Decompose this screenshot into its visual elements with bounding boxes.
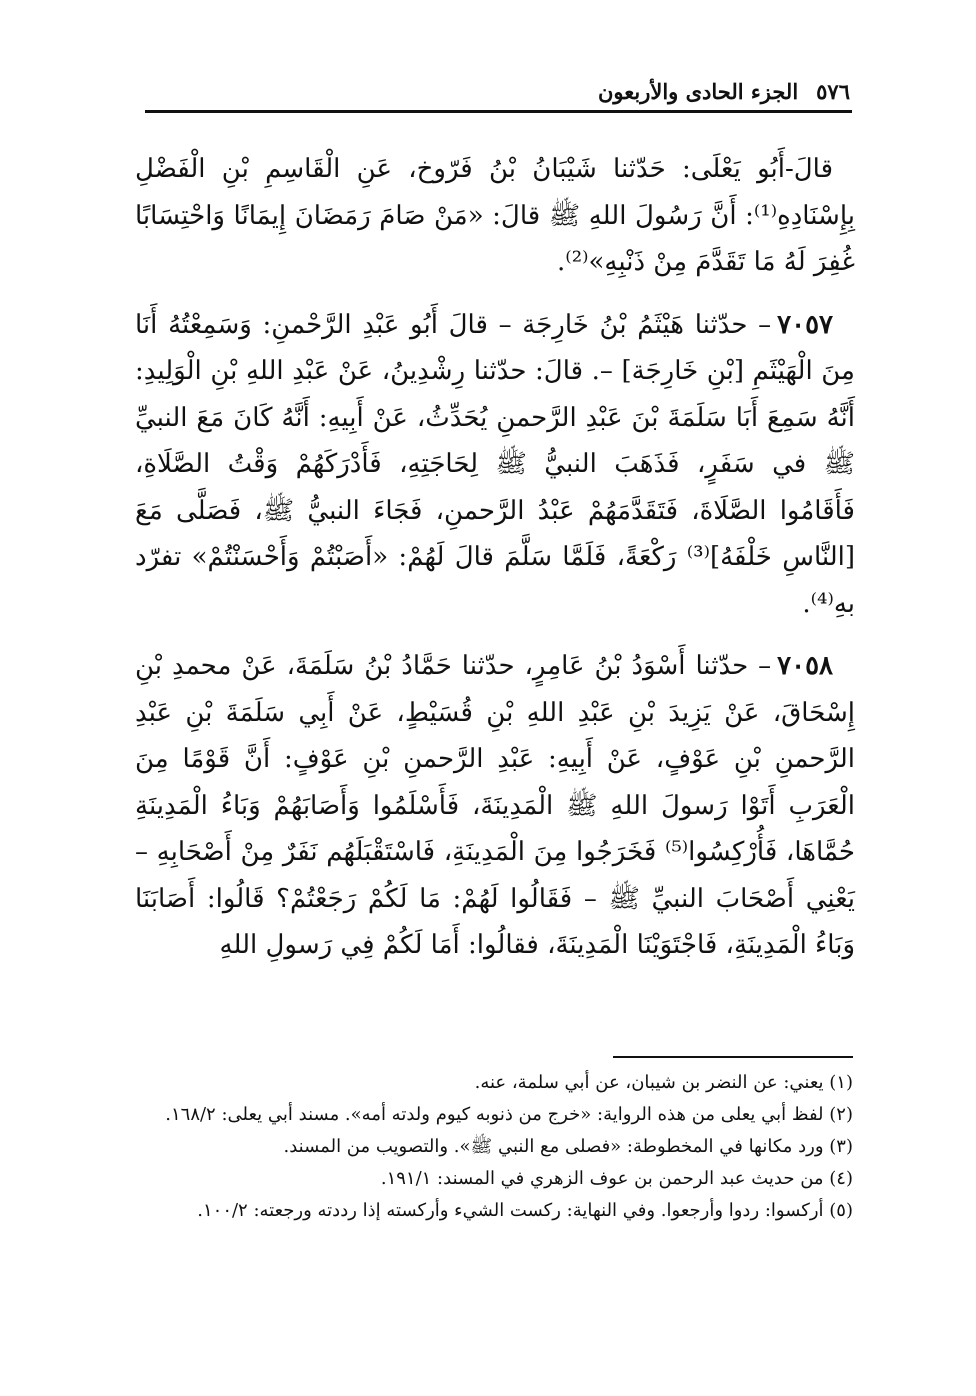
footnote-5: (٥) أركسوا: ردوا وأرجعوا. وفي النهاية: ركست الشيء وأركسته إذا رددته ورجعته: ١٠٠/٢. bbox=[197, 1200, 853, 1221]
header-rule bbox=[145, 110, 852, 113]
paragraph-2-text: – حدّثنا هَيْثَمُ بْنُ خَارِجَة – قالَ أَبُو عَبْدِ الرَّحْمنِ: وَسَمِعْتُهُ أَنَا مِنَ الْهَيْثَمِ [بْنِ خَارِجَة] –. قالَ: حدّثنا رِشْدِينُ، عَنْ عَبْدِ اللهِ بْنِ الْوَلِيدِ: أَنَّهُ سَمِعَ أَبَا سَلَمَةَ بْنَ عَبْدِ الرَّحمنِ يُحَدِّثُ، عَنْ أَبِيهِ: أَنَّهُ كَانَ مَعَ النبيِّ ﷺ في سَفَرٍ، فَذَهَبَ النبيُّ ﷺ لِحَاجَتِهِ، فَأَدْرَكَهُمْ وَقْتُ الصَّلَاةِ، فَأَقَامُوا الصَّلَاةَ، فَتَقَدَّمَهُمْ عَبْدُ الرَّحمنِ، فَجَاءَ النبيُّ ﷺ، فَصَلَّى مَعَ [النَّاسِ خَلْفَهُ]⁽³⁾ رَكْعَةً، فَلَمَّا سَلَّمَ قالَ لَهُمْ: «أَصَبْتُمْ وَأَحْسَنْتُمْ» تفرّد بهِ⁽⁴⁾. bbox=[135, 309, 855, 619]
hadith-number-7058: ٧٠٥٨ bbox=[777, 651, 833, 681]
footnote-2: (٢) لفظ أبي يعلى من هذه الرواية: «خرج من ذنوبه كيوم ولدته أمه». مسند أبي يعلى: ١٦٨/٢. bbox=[165, 1104, 853, 1125]
hadith-number-7057: ٧٠٥٧ bbox=[777, 309, 833, 340]
paragraph-3-text: – حدّثنا أَسْوَدُ بْنُ عَامِرٍ، حدّثنا حَمَّادُ بْنُ سَلَمَةَ، عَنْ محمدِ بْنِ إِسْحَاقَ، عَنْ يَزِيدَ بْنِ عَبْدِ اللهِ بْنِ قُسَيْطٍ، عَنْ أَبِي سَلَمَةَ بْنِ عَبْدِ الرَّحمنِ بْنِ عَوْفٍ، عَنْ أَبِيهِ: عَبْدِ الرَّحمنِ بْنِ عَوْفٍ: أَنَّ قَوْمًا مِنَ الْعَرَبِ أَتَوْا رَسولَ اللهِ ﷺ الْمَدِينَةَ، فَأَسْلَمُوا وَأَصَابَهُمْ وَبَاءُ الْمَدِينَةِ حُمَّاهَا، فَأُرْكِسُوا⁽⁵⁾ فَخَرَجُوا مِنَ الْمَدِينَةِ، فَاسْتَقْبَلَهُم نَفَرٌ مِنْ أَصْحَابِهِ – يَعْنِي أَصْحَابَ النبيِّ ﷺ – فَقَالُوا لَهُمْ: مَا لَكُمْ رَجَعْتُمْ؟ قَالُوا: أَصَابَنَا وَبَاءُ الْمَدِينَةِ، فَاجْتَوَيْنَا الْمَدِينَةَ، فقالُوا: أَمَا لَكُمْ فِي رَسولِ اللهِ bbox=[135, 651, 856, 960]
running-title: الجزء الحادى والأربعون bbox=[597, 79, 799, 104]
footnote-4: (٤) من حديث عبد الرحمن بن عوف الزهري في المسند: ١٩١/١. bbox=[380, 1168, 853, 1189]
footnote-1: (١) يعني: عن النضر بن شيبان، عن أبي سلمة، عنه. bbox=[474, 1072, 853, 1093]
running-head bbox=[145, 58, 850, 104]
paragraph-1-text: قالَ-أَبُو يَعْلَى: حَدّثنا شَيْبَانُ بْنُ فَرّوخ، عَنِ الْقَاسِمِ بْنِ الْفَضْلِ بِإِسْنَادِهِ⁽¹⁾: أَنَّ رَسُولَ اللهِ ﷺ قالَ: «مَنْ صَامَ رَمَضَانَ إِيمَانًا وَاحْتِسَابًا غُفِرَ لَهُ مَا تَقَدَّمَ مِنْ ذَنْبِهِ»⁽²⁾. bbox=[135, 154, 855, 277]
footnote-3: (٣) ورد مكانها في المخطوطة: «فصلى مع النبي ﷺ». والتصويب من المسند. bbox=[283, 1136, 853, 1157]
footnote-rule bbox=[613, 1056, 853, 1058]
paragraph-3 bbox=[135, 643, 855, 969]
paragraph-1 bbox=[135, 146, 855, 286]
main-text bbox=[135, 146, 855, 985]
paragraph-2 bbox=[135, 302, 855, 628]
footnotes bbox=[135, 1068, 853, 1228]
page-number: ٥٧٦ bbox=[816, 79, 850, 104]
